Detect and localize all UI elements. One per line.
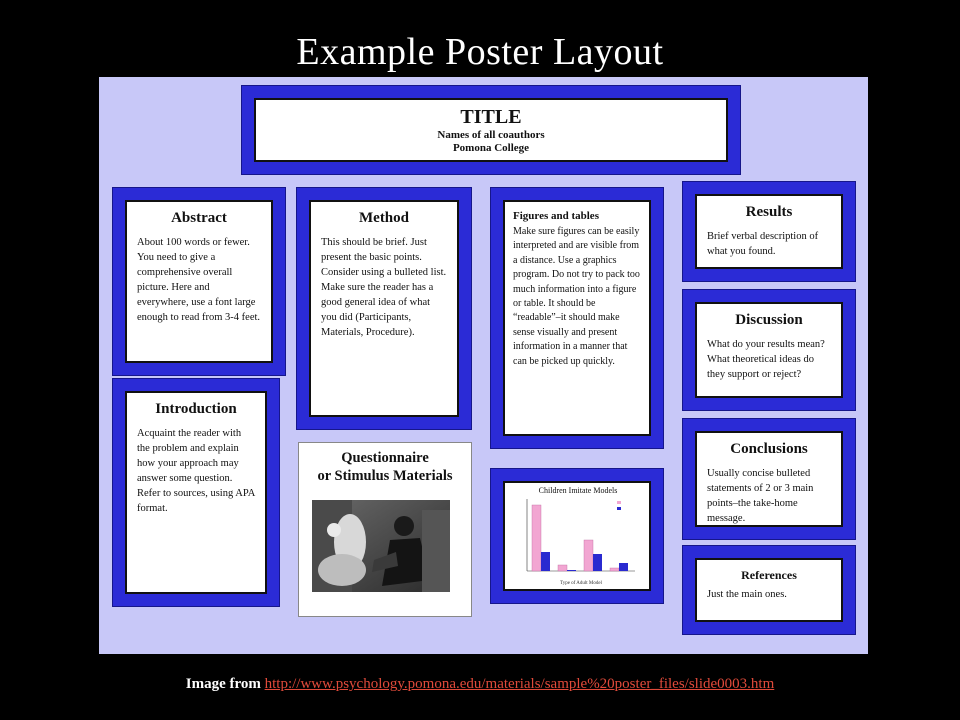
stimulus-heading (299, 443, 471, 485)
bar-3-blue (593, 554, 602, 571)
image-credit (0, 676, 960, 693)
bar-1-blue (541, 552, 550, 571)
conclusions-body: Usually concise bulleted statements of 2 or 3 main points–the take-home message. (707, 468, 814, 524)
bar-4-pink (610, 568, 619, 571)
references-heading: References (741, 568, 797, 582)
chart-panel (490, 468, 664, 604)
introduction-inner (125, 391, 267, 594)
stimulus-heading-line2: or Stimulus Materials (317, 468, 453, 484)
conclusions-heading: Conclusions (730, 441, 808, 457)
discussion-body: What do your results mean? What theoretical ideas do they support or reject? (707, 339, 825, 380)
poster-title: TITLE (460, 106, 522, 128)
conclusions-inner (695, 431, 843, 527)
title-panel-inner (254, 98, 728, 162)
institution-line: Pomona College (452, 142, 530, 154)
abstract-panel (112, 187, 286, 376)
stimulus-photo (312, 500, 450, 592)
conclusions-panel (682, 418, 856, 540)
chart-title: Children Imitate Models (538, 486, 618, 495)
bar-2-blue (567, 570, 576, 571)
abstract-heading: Abstract (171, 210, 227, 226)
references-panel (682, 545, 856, 635)
introduction-body: Acquaint the reader with the problem and explain how your approach may answer some question. Refer to sources, using APA format. (137, 428, 255, 514)
results-heading: Results (745, 204, 793, 220)
abstract-inner (125, 200, 273, 363)
source-link[interactable]: http://www.psychology.pomona.edu/materials/sample%20poster_files/slide0003.htm (264, 676, 775, 692)
stimulus-panel (298, 442, 472, 617)
discussion-panel (682, 289, 856, 411)
discussion-inner (695, 302, 843, 398)
figures-heading: Figures and tables (513, 210, 599, 222)
mini-bar-chart (505, 483, 651, 591)
method-heading: Method (359, 210, 409, 226)
bar-1-pink (532, 505, 541, 571)
results-inner (695, 194, 843, 269)
coauthors-line: Names of all coauthors (437, 129, 545, 141)
references-body: Just the main ones. (707, 589, 787, 600)
references-inner (695, 558, 843, 622)
slide-title: Example Poster Layout (296, 31, 664, 73)
method-body: This should be brief. Just present the basic points. Consider using a bulleted list. Make sure the reader has a good general idea of what you did (Participants, Materials, Procedure). (321, 237, 447, 338)
title-panel (241, 85, 741, 175)
introduction-panel (112, 378, 280, 607)
stimulus-heading-line1: Questionnaire (341, 450, 429, 466)
legend-swatch-blue (617, 507, 621, 510)
chart-inner (503, 481, 651, 591)
discussion-heading: Discussion (735, 312, 803, 328)
abstract-body: About 100 words or fewer. You need to give a comprehensive overall picture. Here and everywhere, use a font large enough to read from 3-4 feet. (137, 237, 261, 323)
introduction-heading: Introduction (155, 401, 237, 417)
bar-3-pink (584, 540, 593, 571)
results-body: Brief verbal description of what you found. (707, 231, 819, 257)
results-panel (682, 181, 856, 282)
credit-prefix: Image from (185, 676, 265, 692)
method-panel (296, 187, 472, 430)
figures-body: Make sure figures can be easily interpreted and are visible from a distance. Use a graphics program. Do not try to pack too much information into a figure or table. It should be “readable”–it should make sense visually and present information in a manner that can be picked up quickly. (513, 226, 640, 367)
bar-2-pink (558, 565, 567, 571)
poster (99, 77, 868, 654)
figures-inner (503, 200, 651, 436)
figures-panel (490, 187, 664, 449)
bar-4-blue (619, 563, 628, 571)
chart-x-label: Type of Adult Model (559, 581, 603, 586)
legend-swatch-pink (617, 501, 621, 504)
method-inner (309, 200, 459, 417)
